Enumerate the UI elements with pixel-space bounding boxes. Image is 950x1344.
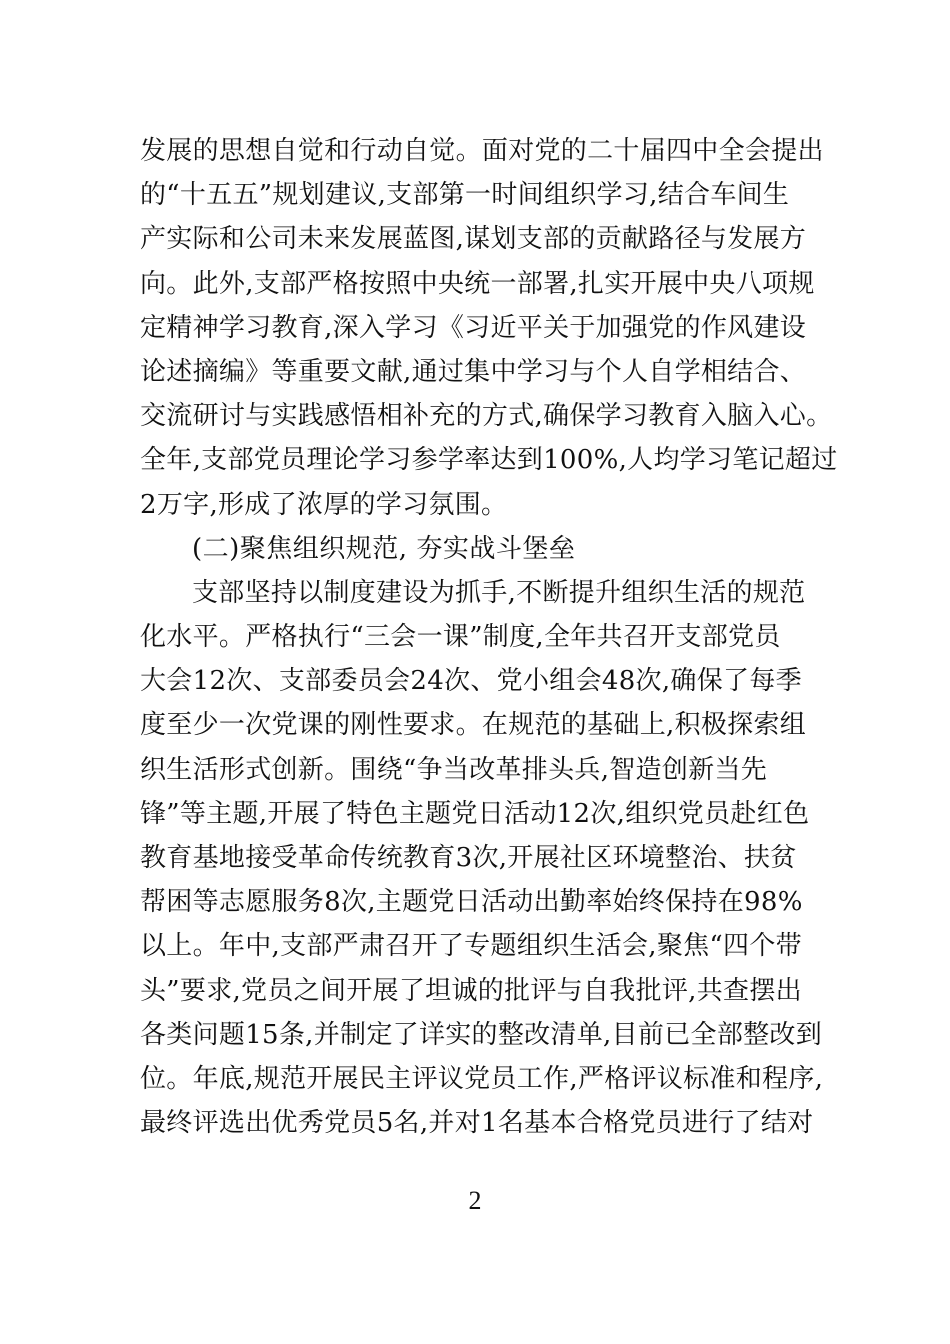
- paragraph-line: 论述摘编》等重要文献,通过集中学习与个人自学相结合、: [140, 356, 807, 387]
- paragraph-line: 产实际和公司未来发展蓝图,谋划支部的贡献路径与发展方: [140, 224, 807, 255]
- body-text: [140, 129, 838, 1145]
- paragraph-line: 度至少一次党课的刚性要求。在规范的基础上,积极探索组: [140, 710, 807, 741]
- paragraph-line: 织生活形式创新。围绕“争当改革排头兵,智造创新当先: [140, 754, 768, 785]
- paragraph-line: 帮困等志愿服务8次,主题党日活动出勤率始终保持在98%: [140, 887, 803, 918]
- paragraph-line: 定精神学习教育,深入学习《习近平关于加强党的作风建设: [140, 312, 807, 343]
- paragraph-line: 支部坚持以制度建设为抓手,不断提升组织生活的规范: [192, 577, 806, 608]
- paragraph-line: 最终评选出优秀党员5名,并对1名基本合格党员进行了结对: [140, 1108, 814, 1139]
- paragraph-line: 各类问题15条,并制定了详实的整改清单,目前已全部整改到: [140, 1019, 823, 1050]
- paragraph-line: 锋”等主题,开展了特色主题党日活动12次,组织党员赴红色: [140, 798, 810, 829]
- page-number: 2: [468, 1186, 482, 1215]
- paragraph-line: 发展的思想自觉和行动自觉。面对党的二十届四中全会提出: [140, 136, 824, 166]
- paragraph-line: 交流研讨与实践感悟相补充的方式,确保学习教育入脑入心。: [140, 401, 833, 432]
- paragraph-line: 以上。年中,支部严肃召开了专题组织生活会,聚焦“四个带: [140, 931, 802, 962]
- paragraph-line: 全年,支部党员理论学习参学率达到100%,人均学习笔记超过: [140, 445, 838, 476]
- paragraph-line: 位。年底,规范开展民主评议党员工作,严格评议标准和程序,: [140, 1063, 824, 1094]
- paragraph-line: 大会12次、支部委员会24次、党小组会48次,确保了每季: [140, 666, 802, 697]
- paragraph-line: 2万字,形成了浓厚的学习氛围。: [140, 489, 508, 520]
- section-heading: (二)聚焦组织规范, 夯实战斗堡垒: [192, 533, 576, 564]
- paragraph-line: 头”要求,党员之间开展了坦诚的批评与自我批评,共查摆出: [140, 975, 802, 1006]
- paragraph-line: 的“十五五”规划建议,支部第一时间组织学习,结合车间生: [140, 180, 790, 211]
- paragraph-line: 化水平。严格执行“三会一课”制度,全年共召开支部党员: [140, 622, 781, 653]
- paragraph-line: 教育基地接受革命传统教育3次,开展社区环境整治、扶贫: [140, 843, 797, 873]
- paragraph-line: 向。此外,支部严格按照中央统一部署,扎实开展中央八项规: [140, 268, 815, 299]
